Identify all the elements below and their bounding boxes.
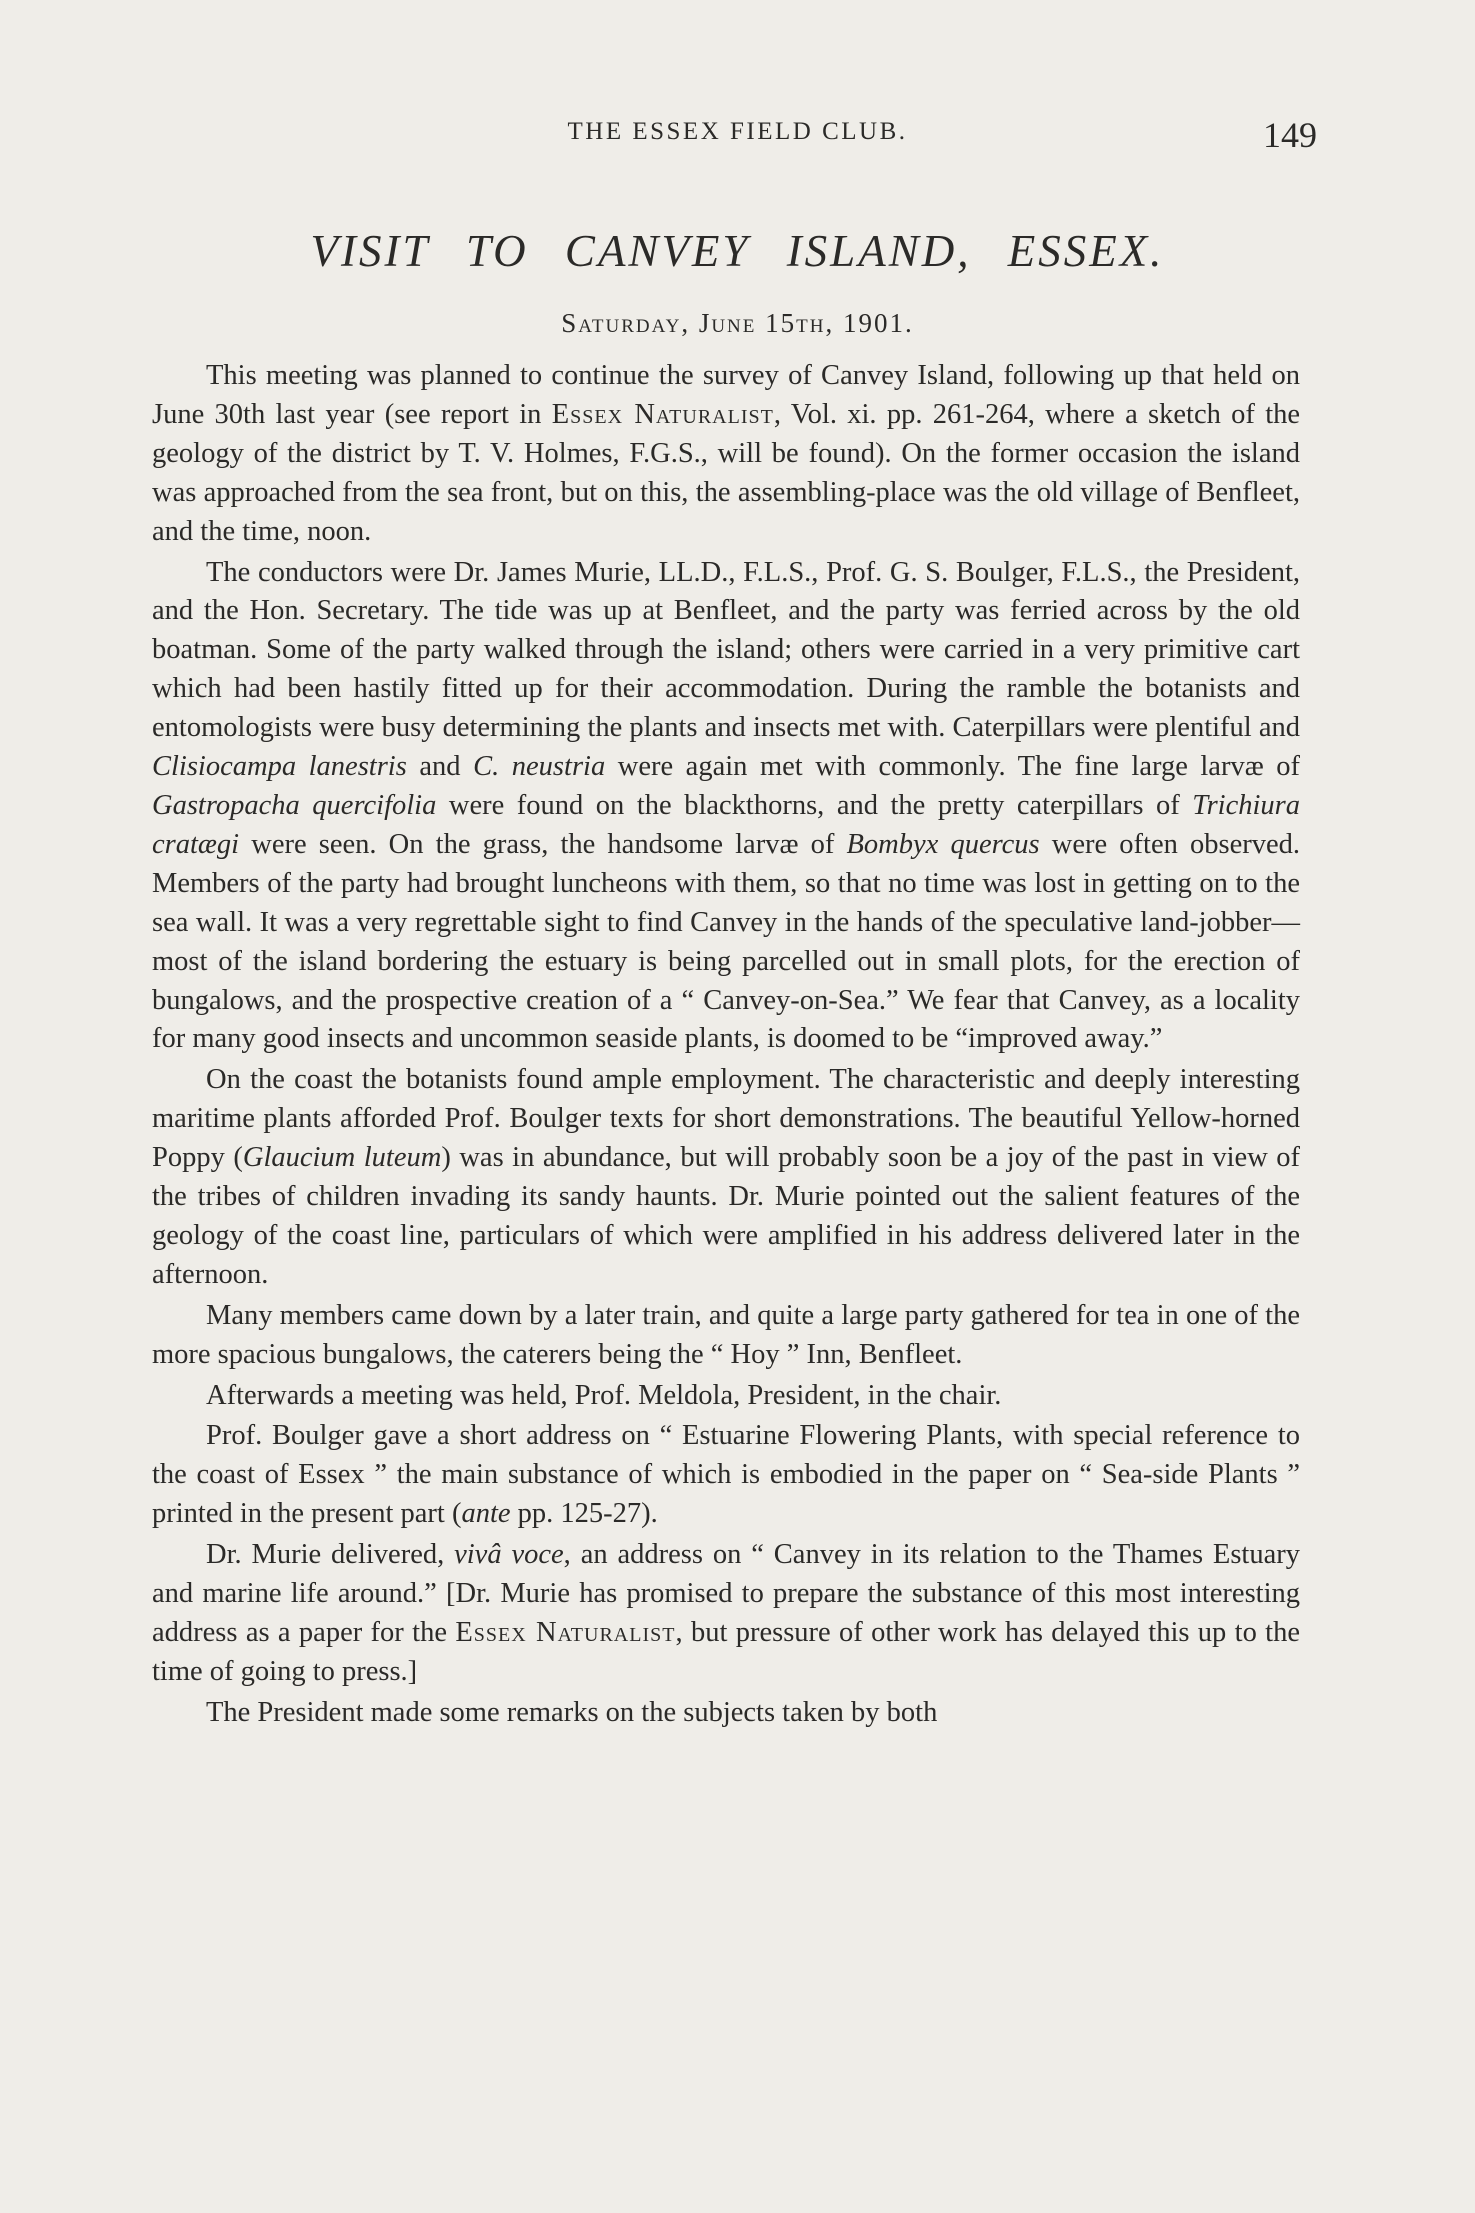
species-name: Trichiura cratægi	[152, 789, 1300, 860]
text-run: , Vol. xi. pp. 261-264, where a sketch of the geology of the district by T. V. Holmes, F.G.S., will be found). On the former occasion the island was approached from the sea front, but on this, the assembling-place was the old village of Benfleet, and the time, noon.	[152, 398, 1301, 547]
article-body	[152, 357, 1300, 1735]
italic-term: vivâ voce	[454, 1539, 564, 1571]
text-run: were found on the blackthorns, and the pretty caterpillars of	[436, 789, 1193, 821]
italic-term: ante	[461, 1498, 511, 1530]
paragraph-4	[152, 1297, 1300, 1375]
text-run: The President made some remarks on the subjects taken by both	[206, 1696, 938, 1728]
paragraph-3	[152, 1061, 1300, 1294]
species-name: Gastropacha quercifolia	[152, 789, 437, 821]
article-title: VISIT TO CANVEY ISLAND, ESSEX.	[310, 226, 1165, 276]
text-run: Dr. Murie delivered,	[206, 1539, 455, 1571]
running-head	[0, 115, 1475, 158]
paragraph-7	[152, 1536, 1300, 1692]
text-run: The conductors were Dr. James Murie, LL.D., F.L.S., Prof. G. S. Boulger, F.L.S., the President, and the Hon. Secretary. The tide was up at Benfleet, and the party was ferried across by the old boatman. Some of the party walked through the island; others were carried in a very primitive cart which had been hastily fitted up for their accommodation. During the ramble the botanists and entomologists were busy determining the plants and insects met with. Caterpillars were plentiful and	[152, 556, 1300, 744]
text-run: were seen. On the grass, the handsome larvæ of	[239, 828, 847, 860]
species-name: Glaucium luteum	[242, 1142, 442, 1174]
paragraph-1	[152, 357, 1300, 552]
text-run: Many members came down by a later train, and quite a large party gathered for tea in one of the more spacious bungalows, the caterers being the “ Hoy ” Inn, Benfleet.	[152, 1299, 1300, 1370]
text-run: On the coast the botanists found ample employment. The characteristic and deeply interesting maritime plants afforded Prof. Boulger texts for short demonstrations. The beautiful Yellow-horned Poppy (	[152, 1064, 1300, 1174]
paragraph-8	[152, 1694, 1300, 1733]
journal-reference: Essex Naturalist	[551, 398, 774, 430]
journal-name: THE ESSEX FIELD CLUB.	[567, 118, 908, 145]
text-run: This meeting was planned to continue the survey of Canvey Island, following up that held on June 30th last year (see report in	[152, 360, 1300, 430]
species-name: Bombyx quercus	[846, 828, 1040, 860]
text-run: pp. 125-27).	[510, 1498, 658, 1530]
text-run: Afterwards a meeting was held, Prof. Meldola, President, in the chair.	[206, 1379, 1002, 1411]
text-run: ) was in abundance, but will probably soon be a joy of the past in view of the tribes of children invading its sandy haunts. Dr. Murie pointed out the salient features of the geology of the coast line, particulars of which were amplified in his address delivered later in the afternoon.	[152, 1142, 1301, 1290]
paragraph-2	[152, 554, 1300, 1060]
article-date: Saturday, June 15th, 1901.	[561, 308, 914, 338]
paragraph-6	[152, 1417, 1300, 1534]
text-run: were often observed. Members of the party had brought luncheons with them, so that no time was lost in getting on to the sea wall. It was a very regrettable sight to find Canvey in the hands of the speculative land-jobber—most of the island bordering the estuary is being parcelled out in small plots, for the erection of bungalows, and the prospective creation of a “ Canvey-on-Sea.” We fear that Canvey, as a locality for many good insects and uncommon seaside plants, is doomed to be “improved away.”	[152, 828, 1301, 1055]
text-run: and	[406, 751, 474, 783]
page-number: 149	[1263, 115, 1317, 155]
journal-reference: Essex Naturalist	[455, 1617, 676, 1648]
species-name: C. neustria	[473, 751, 606, 783]
paragraph-5	[152, 1377, 1300, 1416]
species-name: Clisiocampa lanestris	[152, 751, 407, 783]
text-run: were again met with commonly. The fine large larvæ of	[605, 751, 1301, 783]
text-run: , but pressure of other work has delayed this up to the time of going to press.]	[152, 1617, 1300, 1687]
text-run: Prof. Boulger gave a short address on “ Estuarine Flowering Plants, with special reference to the coast of Essex ” the main substance of which is embodied in the paper on “ Sea-side Plants ” printed in the present part (	[152, 1420, 1300, 1530]
text-run: , an address on “ Canvey in its relation to the Thames Estuary and marine life around.” [Dr. Murie has promised to prepare the substance of this most interesting address as a paper for the	[152, 1539, 1300, 1648]
